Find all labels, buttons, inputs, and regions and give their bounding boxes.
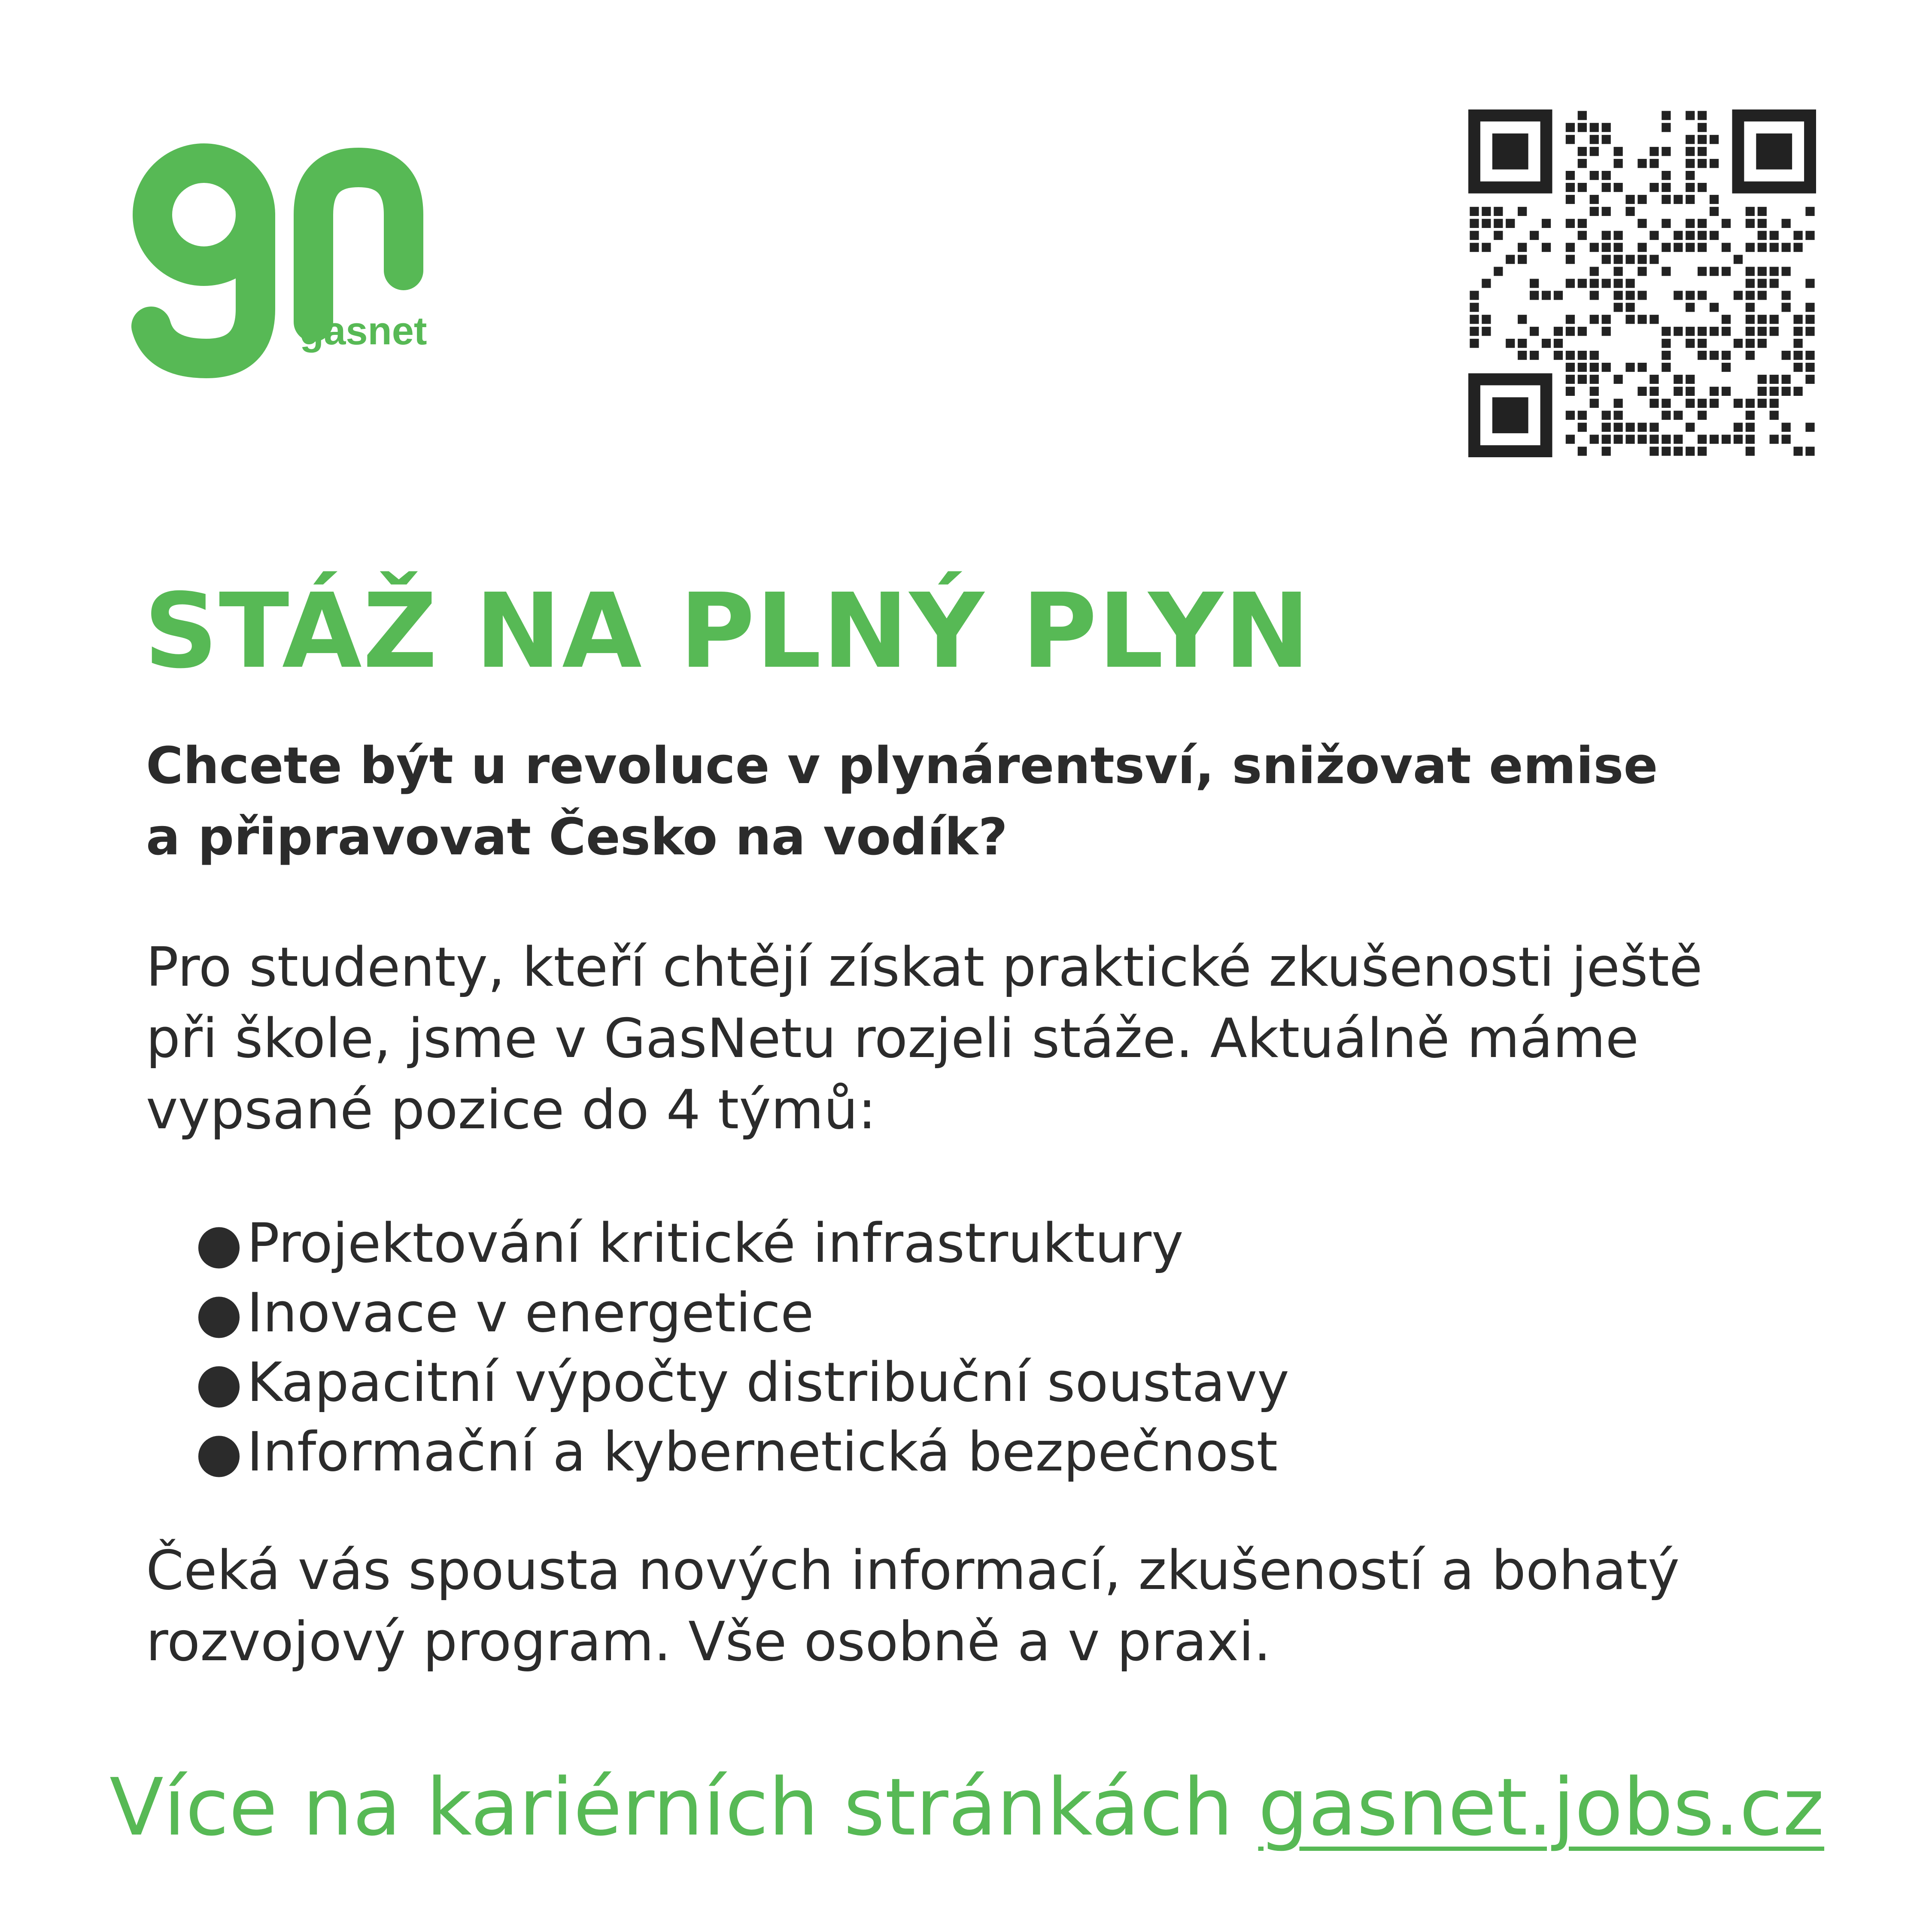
paragraph-line-2: při škole, jsme v GasNetu rozjeli stáže. Aktuálně máme — [146, 1007, 1639, 1070]
cta-text: Více na kariérních stránkách — [109, 1762, 1258, 1853]
list-item: ● Inovace v energetice — [195, 1278, 1289, 1348]
list-item: ● Kapacitní výpočty distribuční soustavy — [195, 1348, 1289, 1417]
list-item: ● Informační a kybernetická bezpečnost — [195, 1417, 1289, 1487]
bullet-icon: ● — [195, 1420, 243, 1483]
intro-line-1: Chcete být u revoluce v plynárentsví, snižovat emise — [146, 736, 1658, 795]
logo-wordmark: gasnet — [300, 309, 427, 353]
team-list — [195, 1209, 1289, 1487]
intro-question — [146, 730, 1820, 872]
bullet-icon: ● — [195, 1212, 243, 1275]
career-cta — [109, 1760, 1824, 1855]
closing-line-2: rozvojový program. Vše osobně a v praxi. — [146, 1610, 1271, 1673]
bullet-icon: ● — [195, 1351, 243, 1414]
description-paragraph — [146, 932, 1842, 1145]
list-item: ● Projektování kritické infrastruktury — [195, 1209, 1289, 1278]
qr-code-icon[interactable] — [1468, 109, 1816, 457]
intro-line-2: a připravovat Česko na vodík? — [146, 807, 1008, 866]
gasnet-logo — [129, 142, 464, 382]
paragraph-line-1: Pro studenty, kteří chtějí získat praktické zkušenosti ještě — [146, 936, 1703, 999]
paragraph-line-3: vypsané pozice do 4 týmů: — [146, 1078, 876, 1141]
page-title: STÁŽ NA PLNÝ PLYN — [144, 571, 1311, 691]
closing-line-1: Čeká vás spousta nových informací, zkušeností a bohatý — [146, 1539, 1680, 1602]
closing-paragraph — [146, 1535, 1842, 1677]
career-site-link[interactable]: gasnet.jobs.cz — [1258, 1762, 1825, 1853]
bullet-icon: ● — [195, 1281, 243, 1344]
